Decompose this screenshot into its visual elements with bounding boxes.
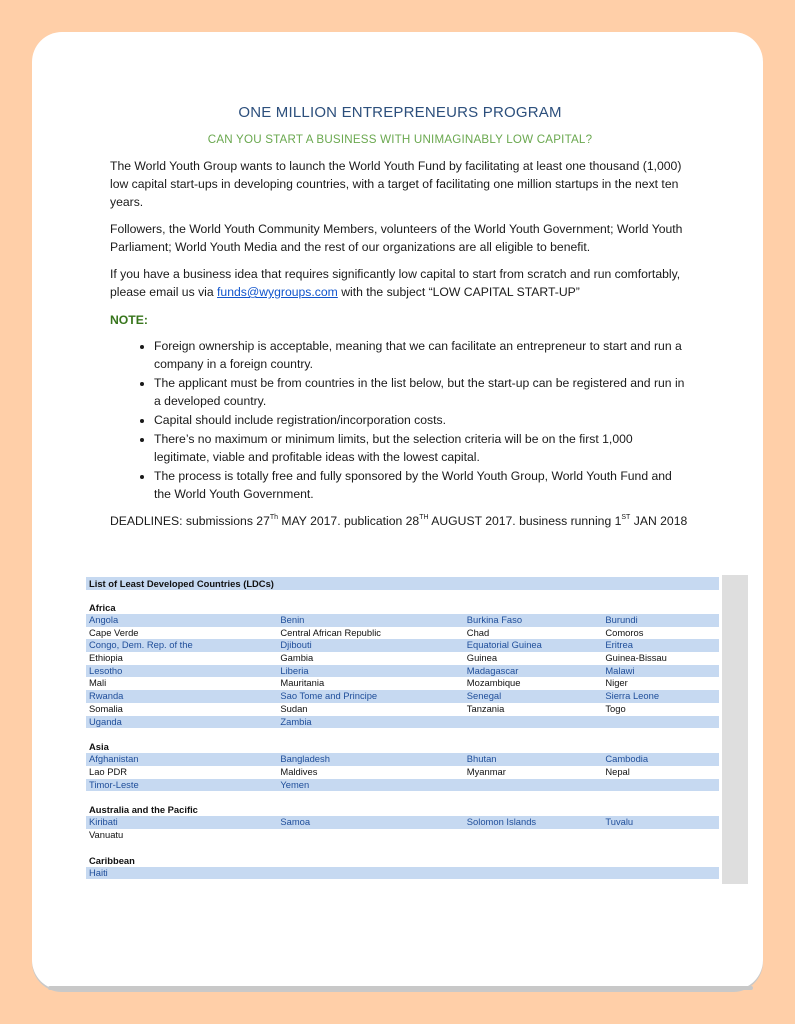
table-row	[86, 703, 719, 716]
country-cell	[602, 829, 719, 842]
country-cell: Comoros	[605, 626, 644, 638]
country-cell: Solomon Islands	[466, 816, 537, 828]
country-cell: Tuvalu	[605, 816, 634, 828]
country-cell: Myanmar	[466, 765, 506, 777]
table-row	[86, 690, 719, 703]
country-cell: Niger	[605, 677, 628, 689]
deadline-sup: ST	[621, 514, 631, 521]
ldc-table-header: List of Least Developed Countries (LDCs)	[86, 577, 719, 590]
deadline-text: JAN 2018	[630, 514, 688, 528]
country-cell: Eritrea	[605, 639, 633, 651]
note-item: • The process is totally free and fully sponsored by the World Youth Group, World Youth Fund and the World Youth Government.	[154, 467, 690, 503]
page-subtitle: CAN YOU START A BUSINESS WITH UNIMAGINABLY LOW CAPITAL?	[207, 133, 593, 146]
table-row	[86, 766, 719, 779]
ldc-table-body	[86, 602, 719, 879]
table-row	[86, 614, 719, 627]
country-cell: Liberia	[280, 664, 309, 676]
table-row	[86, 652, 719, 665]
country-cell: Sierra Leone	[605, 690, 660, 702]
intro-paragraph: The World Youth Group wants to launch the World Youth Fund by facilitating at least one thousand (1,000) low capital start-ups in developing countries, with a target of facilitating one million startups in the next ten years.	[110, 159, 682, 209]
country-cell: Tanzania	[466, 702, 505, 714]
country-cell	[277, 829, 463, 842]
contact-text-before: If you have a business idea that requires significantly low capital to start from scratch and run comfortably, please email us via	[110, 267, 681, 299]
region-spacer	[86, 842, 719, 855]
table-row	[86, 677, 719, 690]
country-cell: Lao PDR	[89, 765, 128, 777]
table-row	[86, 665, 719, 678]
region-heading: Caribbean	[89, 854, 135, 866]
country-cell	[602, 716, 719, 729]
table-row	[86, 753, 719, 766]
note-item: • Capital should include registration/incorporation costs.	[154, 411, 690, 429]
country-cell	[464, 829, 603, 842]
country-cell: Madagascar	[466, 664, 519, 676]
country-cell: Timor-Leste	[89, 778, 139, 790]
country-cell: Zambia	[280, 715, 312, 727]
document-body	[110, 104, 690, 539]
deadline-text: DEADLINES: submissions 27	[110, 514, 270, 528]
note-item: • Foreign ownership is acceptable, meaning that we can facilitate an entrepreneur to start and run a company in a foreign country.	[154, 337, 690, 373]
region-heading: Asia	[89, 741, 109, 753]
country-cell: Senegal	[466, 690, 502, 702]
region-spacer	[86, 791, 719, 804]
country-cell	[464, 716, 603, 729]
country-cell: Equatorial Guinea	[466, 639, 542, 651]
table-row	[86, 639, 719, 652]
country-cell: Somalia	[89, 702, 123, 714]
card-shadow	[48, 986, 753, 990]
country-cell: Nepal	[605, 765, 630, 777]
country-cell: Yemen	[280, 778, 310, 790]
country-cell: Ethiopia	[89, 652, 123, 664]
region-spacer	[86, 728, 719, 741]
country-cell: Guinea	[466, 652, 498, 664]
country-cell	[464, 867, 603, 880]
deadlines-line	[110, 512, 690, 530]
note-label: NOTE:	[110, 313, 148, 327]
country-cell: Mauritania	[280, 677, 325, 689]
country-cell: Central African Republic	[280, 626, 381, 638]
eligibility-paragraph: Followers, the World Youth Community Members, volunteers of the World Youth Government; World Youth Parliament; World Youth Media and the rest of our organizations are all eligible to benefit.	[110, 222, 683, 254]
note-item: • The applicant must be from countries in the list below, but the start-up can be registered and run in a developed country.	[154, 374, 690, 410]
country-cell: Djibouti	[280, 639, 312, 651]
country-cell: Kiribati	[89, 816, 118, 828]
country-cell: Uganda	[89, 715, 122, 727]
country-cell: Chad	[466, 626, 490, 638]
table-row	[86, 816, 719, 829]
country-cell: Haiti	[89, 866, 108, 878]
country-cell: Angola	[89, 614, 119, 625]
country-cell	[602, 779, 719, 792]
country-cell: Afghanistan	[89, 753, 139, 765]
country-cell	[464, 779, 603, 792]
country-cell: Cambodia	[605, 753, 649, 765]
region-heading: Africa	[89, 602, 116, 613]
table-row	[86, 627, 719, 640]
country-cell	[277, 867, 463, 880]
table-row	[86, 829, 719, 842]
country-cell: Gambia	[280, 652, 314, 664]
country-cell: Burundi	[605, 614, 638, 625]
contact-paragraph	[110, 265, 690, 301]
country-cell: Vanuatu	[89, 828, 124, 840]
country-cell: Sao Tome and Principe	[280, 690, 378, 702]
deadline-text: MAY 2017. publication 28	[278, 514, 420, 528]
ldc-table	[86, 577, 719, 879]
contact-text-after: with the subject “LOW CAPITAL START-UP”	[337, 285, 580, 299]
country-cell: Burkina Faso	[466, 614, 523, 625]
country-cell: Samoa	[280, 816, 311, 828]
country-cell: Benin	[280, 614, 305, 625]
table-row	[86, 779, 719, 792]
country-cell: Lesotho	[89, 664, 123, 676]
country-cell: Maldives	[280, 765, 318, 777]
deadline-text: AUGUST 2017. business running 1	[428, 514, 622, 528]
note-item: • There’s no maximum or minimum limits, but the selection criteria will be on the first 1,000 legitimate, viable and profitable ideas with the lowest capital.	[154, 430, 690, 466]
country-cell: Guinea-Bissau	[605, 652, 667, 664]
country-cell	[602, 867, 719, 880]
note-list	[110, 337, 690, 503]
country-cell: Rwanda	[89, 690, 124, 702]
table-scrollbar[interactable]	[722, 575, 748, 884]
page-title: ONE MILLION ENTREPRENEURS PROGRAM	[238, 104, 562, 121]
email-link[interactable]: funds@wygroups.com	[217, 285, 338, 299]
deadline-sup: TH	[419, 514, 429, 521]
country-cell: Mozambique	[466, 677, 521, 689]
region-heading: Australia and the Pacific	[89, 804, 198, 816]
table-row	[86, 867, 719, 880]
country-cell: Bhutan	[466, 753, 497, 765]
country-cell: Mali	[89, 677, 107, 689]
country-cell: Cape Verde	[89, 626, 139, 638]
deadline-sup: Th	[269, 514, 279, 521]
country-cell: Togo	[605, 702, 626, 714]
country-cell: Congo, Dem. Rep. of the	[89, 639, 193, 651]
table-row	[86, 716, 719, 729]
country-cell: Sudan	[280, 702, 308, 714]
country-cell: Bangladesh	[280, 753, 330, 765]
country-cell: Malawi	[605, 664, 635, 676]
